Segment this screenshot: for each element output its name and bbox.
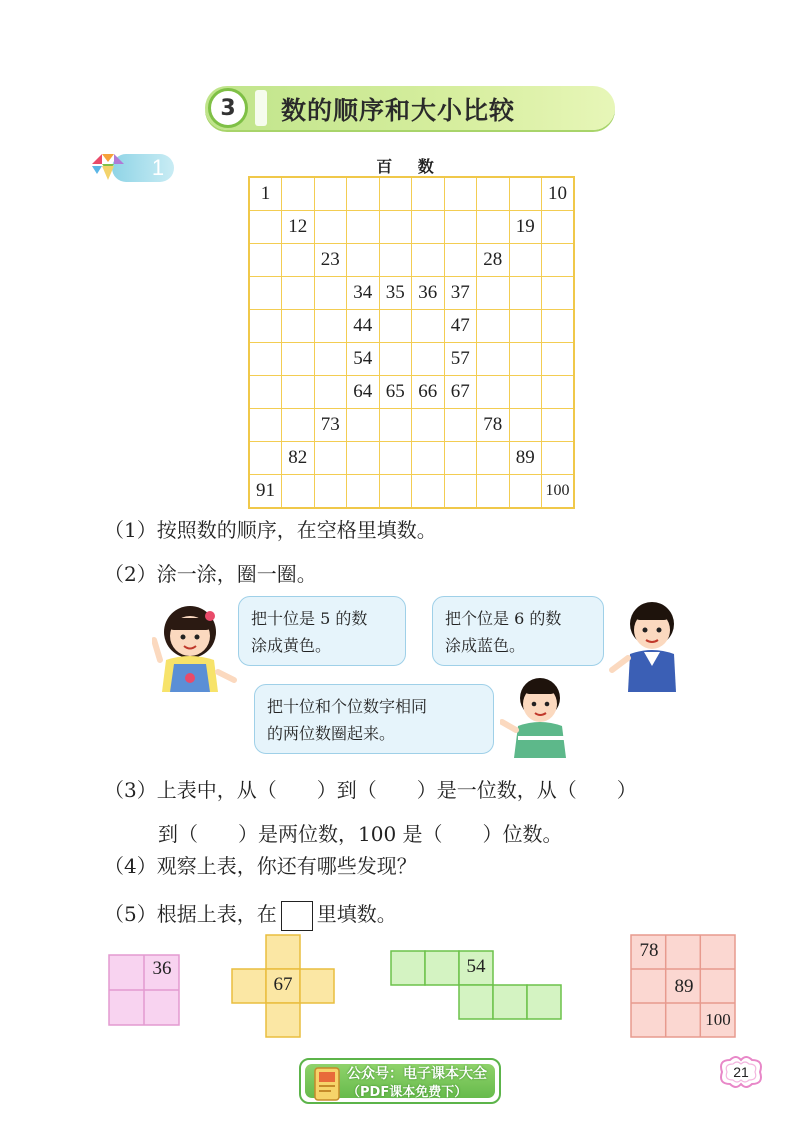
table-cell xyxy=(477,343,510,376)
puzzle-cross-value: 67 xyxy=(273,974,293,995)
table-cell xyxy=(314,475,347,509)
table-cell: 23 xyxy=(314,244,347,277)
puzzle-pink-square xyxy=(108,954,180,1026)
table-cell: 66 xyxy=(412,376,445,409)
question-5-text-before: （5）根据上表，在 xyxy=(104,902,277,926)
table-cell xyxy=(379,475,412,509)
puzzle-salmon-value-1: 78 xyxy=(639,940,659,961)
table-cell xyxy=(249,409,282,442)
girl-illustration xyxy=(152,600,238,692)
table-row xyxy=(249,409,574,442)
puzzle-green-steps xyxy=(390,950,564,1022)
tangram-icon xyxy=(88,150,128,186)
table-cell: 10 xyxy=(542,177,575,211)
puzzle-salmon-value-2: 89 xyxy=(674,976,694,997)
table-cell xyxy=(477,211,510,244)
table-cell xyxy=(477,277,510,310)
example-badge xyxy=(88,150,174,186)
table-cell xyxy=(379,409,412,442)
boy-right-bubble-line-2: 涂成蓝色。 xyxy=(445,636,526,655)
table-cell xyxy=(347,475,380,509)
table-cell xyxy=(542,442,575,475)
question-4: （4）观察上表，你还有哪些发现？ xyxy=(104,854,417,878)
puzzle-green-value: 54 xyxy=(466,956,486,977)
table-cell xyxy=(412,442,445,475)
hundred-table xyxy=(248,176,575,509)
lesson-number: 3 xyxy=(208,88,248,128)
boy-illustration-bottom xyxy=(500,672,580,758)
table-cell: 78 xyxy=(477,409,510,442)
table-cell xyxy=(509,177,542,211)
table-cell xyxy=(314,177,347,211)
table-cell xyxy=(477,376,510,409)
question-1: （1）按照数的顺序，在空格里填数。 xyxy=(104,518,437,542)
table-cell xyxy=(477,475,510,509)
table-cell xyxy=(282,376,315,409)
table-cell xyxy=(542,310,575,343)
table-cell xyxy=(412,310,445,343)
table-cell xyxy=(412,244,445,277)
table-cell xyxy=(477,442,510,475)
question-5-text-after: 里填数。 xyxy=(316,902,397,926)
table-cell xyxy=(444,442,477,475)
table-cell: 47 xyxy=(444,310,477,343)
table-cell xyxy=(282,409,315,442)
table-cell xyxy=(412,177,445,211)
table-cell: 82 xyxy=(282,442,315,475)
table-row xyxy=(249,177,574,211)
table-cell xyxy=(509,310,542,343)
table-cell: 37 xyxy=(444,277,477,310)
girl-bubble-line-1: 把十位是 5 的数 xyxy=(251,609,368,628)
table-cell xyxy=(282,310,315,343)
table-cell: 35 xyxy=(379,277,412,310)
table-cell xyxy=(509,409,542,442)
footer-line-1: 公众号：电子课本大全 xyxy=(347,1066,487,1082)
table-cell xyxy=(347,442,380,475)
table-cell: 36 xyxy=(412,277,445,310)
table-cell xyxy=(444,409,477,442)
table-cell xyxy=(509,475,542,509)
table-cell xyxy=(249,244,282,277)
boy-right-bubble-line-1: 把个位是 6 的数 xyxy=(445,609,562,628)
table-cell: 12 xyxy=(282,211,315,244)
table-cell xyxy=(444,211,477,244)
question-3-line-2: 到（ ）是两位数，100 是（ ）位数。 xyxy=(158,822,563,846)
table-row xyxy=(249,310,574,343)
table-cell xyxy=(444,177,477,211)
boy-bottom-bubble-line-2: 的两位数圈起来。 xyxy=(267,724,396,743)
table-cell: 1 xyxy=(249,177,282,211)
puzzle-salmon-grid xyxy=(630,934,736,1038)
table-cell xyxy=(542,409,575,442)
banner-separator xyxy=(255,90,267,126)
table-cell xyxy=(314,376,347,409)
table-cell: 64 xyxy=(347,376,380,409)
table-cell xyxy=(314,277,347,310)
boy-right-speech-bubble xyxy=(432,596,604,666)
puzzle-pink-value: 36 xyxy=(152,958,172,979)
table-cell xyxy=(314,310,347,343)
footer-badge xyxy=(299,1058,501,1104)
table-cell xyxy=(509,244,542,277)
question-2: （2）涂一涂，圈一圈。 xyxy=(104,562,317,586)
table-cell xyxy=(314,442,347,475)
table-cell xyxy=(379,343,412,376)
table-cell xyxy=(249,343,282,376)
question-5 xyxy=(104,898,397,931)
table-row xyxy=(249,442,574,475)
girl-bubble-line-2: 涂成黄色。 xyxy=(251,636,332,655)
table-cell: 89 xyxy=(509,442,542,475)
question-3-line-1: （3）上表中，从（ ）到（ ）是一位数，从（ ） xyxy=(104,778,637,802)
table-cell xyxy=(444,475,477,509)
table-cell xyxy=(347,177,380,211)
table-cell xyxy=(509,277,542,310)
table-row xyxy=(249,376,574,409)
table-cell: 73 xyxy=(314,409,347,442)
table-cell xyxy=(249,442,282,475)
table-cell xyxy=(249,211,282,244)
page-number: 21 xyxy=(733,1064,749,1080)
table-row xyxy=(249,475,574,509)
table-cell xyxy=(314,211,347,244)
table-cell xyxy=(542,244,575,277)
table-cell xyxy=(509,376,542,409)
table-cell xyxy=(347,409,380,442)
table-cell xyxy=(412,211,445,244)
table-cell: 28 xyxy=(477,244,510,277)
table-cell xyxy=(282,343,315,376)
boy-bottom-bubble-line-1: 把十位和个位数字相同 xyxy=(267,697,428,716)
boy-illustration-right xyxy=(608,596,688,692)
table-cell xyxy=(477,310,510,343)
table-cell xyxy=(249,277,282,310)
table-cell xyxy=(249,376,282,409)
table-cell: 67 xyxy=(444,376,477,409)
table-cell xyxy=(314,343,347,376)
lesson-banner xyxy=(205,86,615,130)
table-cell xyxy=(282,277,315,310)
table-cell: 100 xyxy=(542,475,575,509)
girl-speech-bubble xyxy=(238,596,406,666)
boy-bottom-speech-bubble xyxy=(254,684,494,754)
table-cell xyxy=(347,211,380,244)
table-row xyxy=(249,211,574,244)
table-cell: 44 xyxy=(347,310,380,343)
example-number: 1 xyxy=(151,155,165,180)
table-cell: 57 xyxy=(444,343,477,376)
table-row xyxy=(249,343,574,376)
table-cell xyxy=(347,244,380,277)
book-icon xyxy=(313,1066,343,1102)
table-cell: 54 xyxy=(347,343,380,376)
table-cell xyxy=(379,177,412,211)
table-cell: 91 xyxy=(249,475,282,509)
table-cell xyxy=(282,244,315,277)
table-cell xyxy=(542,376,575,409)
table-cell xyxy=(542,343,575,376)
lesson-title: 数的顺序和大小比较 xyxy=(281,96,516,125)
blank-box-example xyxy=(281,901,313,931)
table-row xyxy=(249,277,574,310)
table-cell: 65 xyxy=(379,376,412,409)
table-cell xyxy=(477,177,510,211)
table-cell xyxy=(379,211,412,244)
table-cell xyxy=(282,177,315,211)
table-cell xyxy=(379,310,412,343)
table-cell xyxy=(542,211,575,244)
puzzle-salmon-value-3: 100 xyxy=(705,1010,731,1029)
table-cell xyxy=(379,442,412,475)
table-cell xyxy=(509,343,542,376)
puzzle-yellow-cross xyxy=(230,934,336,1038)
footer-line-2: （PDF课本免费下） xyxy=(347,1085,468,1100)
table-cell xyxy=(444,244,477,277)
table-cell xyxy=(249,310,282,343)
table-cell xyxy=(379,244,412,277)
table-title: 百 数 xyxy=(376,157,444,176)
page-number-badge xyxy=(714,1052,768,1092)
table-cell xyxy=(412,343,445,376)
table-cell: 34 xyxy=(347,277,380,310)
table-cell xyxy=(412,475,445,509)
table-cell xyxy=(542,277,575,310)
table-cell xyxy=(282,475,315,509)
table-cell: 19 xyxy=(509,211,542,244)
table-row xyxy=(249,244,574,277)
table-cell xyxy=(412,409,445,442)
